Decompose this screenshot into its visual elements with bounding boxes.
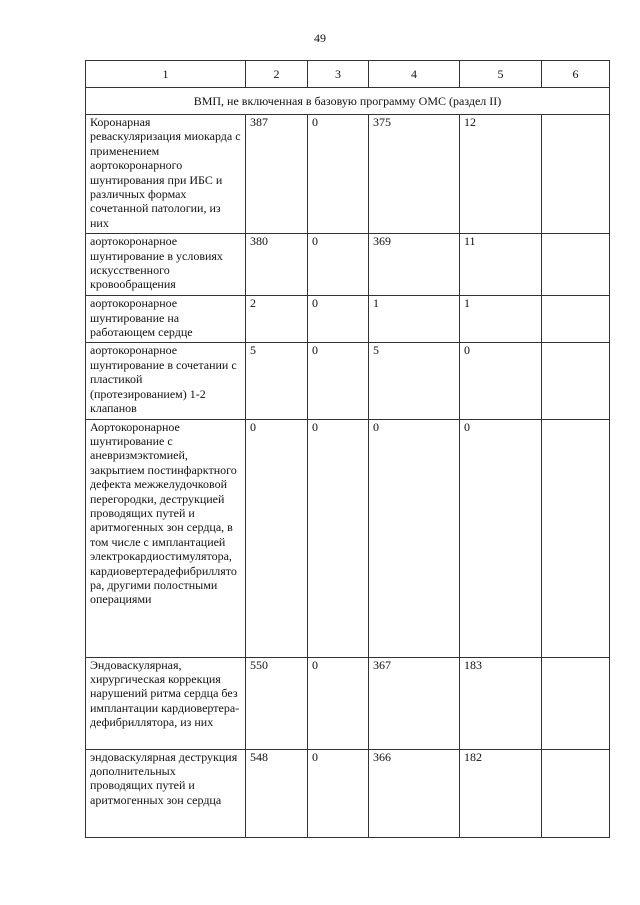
row-value: 2 — [246, 296, 308, 343]
row-value — [542, 343, 610, 419]
row-value: 0 — [369, 419, 460, 657]
row-value: 367 — [369, 657, 460, 749]
row-value — [542, 657, 610, 749]
row-value: 380 — [246, 234, 308, 296]
row-value: 5 — [246, 343, 308, 419]
row-value: 375 — [369, 115, 460, 234]
table-row — [86, 296, 610, 343]
row-value: 1 — [460, 296, 542, 343]
table-row — [86, 657, 610, 749]
row-value: 0 — [246, 419, 308, 657]
row-value: 548 — [246, 749, 308, 837]
table-row — [86, 343, 610, 419]
row-value: 183 — [460, 657, 542, 749]
row-value: 0 — [460, 343, 542, 419]
row-value — [542, 115, 610, 234]
row-value: 387 — [246, 115, 308, 234]
page-number: 49 — [314, 31, 326, 45]
row-value: 1 — [369, 296, 460, 343]
section-title: ВМП, не включенная в базовую программу ОМС (раздел II) — [86, 88, 610, 115]
column-number-row — [86, 61, 610, 88]
row-value: 0 — [308, 234, 369, 296]
row-name: эндоваскулярная деструкция дополнительных проводящих путей и аритмогенных зон сердца — [86, 749, 246, 837]
data-table — [85, 60, 610, 838]
row-value: 0 — [308, 115, 369, 234]
section-row — [86, 88, 610, 115]
row-value: 550 — [246, 657, 308, 749]
column-header: 5 — [460, 61, 542, 88]
row-value — [542, 234, 610, 296]
table-row — [86, 234, 610, 296]
table-row — [86, 115, 610, 234]
row-value: 0 — [308, 419, 369, 657]
row-name: аортокоронарное шунтирование в сочетании с пластикой (протезированием) 1-2 клапанов — [86, 343, 246, 419]
row-value: 0 — [308, 296, 369, 343]
row-name: аортокоронарное шунтирование на работающем сердце — [86, 296, 246, 343]
row-name: Эндоваскулярная, хирургическая коррекция нарушений ритма сердца без имплантации кардиовертера-дефибриллятора, из них — [86, 657, 246, 749]
column-header: 6 — [542, 61, 610, 88]
row-value: 0 — [308, 749, 369, 837]
row-value — [542, 749, 610, 837]
row-value: 0 — [308, 343, 369, 419]
column-header: 3 — [308, 61, 369, 88]
row-name: Коронарная реваскуляризация миокарда с применением аортокоронарного шунтирования при ИБС и различных формах сочетанной патологии, из них — [86, 115, 246, 234]
column-header: 4 — [369, 61, 460, 88]
row-value: 0 — [460, 419, 542, 657]
row-value: 369 — [369, 234, 460, 296]
row-value — [542, 296, 610, 343]
row-value: 366 — [369, 749, 460, 837]
table-row — [86, 749, 610, 837]
table-row — [86, 419, 610, 657]
row-name: Аортокоронарное шунтирование с аневризмэктомией, закрытием постинфарктного дефекта межжелудочковой перегородки, деструкцией проводящих путей и аритмогенных зон сердца, в том числе с имплантацией электрокардиостимулятора, кардиовертерадефибриллятора, другими полостными операциями — [86, 419, 246, 657]
row-value — [542, 419, 610, 657]
row-name: аортокоронарное шунтирование в условиях искусственного кровообращения — [86, 234, 246, 296]
row-value: 0 — [308, 657, 369, 749]
row-value: 182 — [460, 749, 542, 837]
row-value: 11 — [460, 234, 542, 296]
row-value: 12 — [460, 115, 542, 234]
column-header: 2 — [246, 61, 308, 88]
row-value: 5 — [369, 343, 460, 419]
column-header: 1 — [86, 61, 246, 88]
